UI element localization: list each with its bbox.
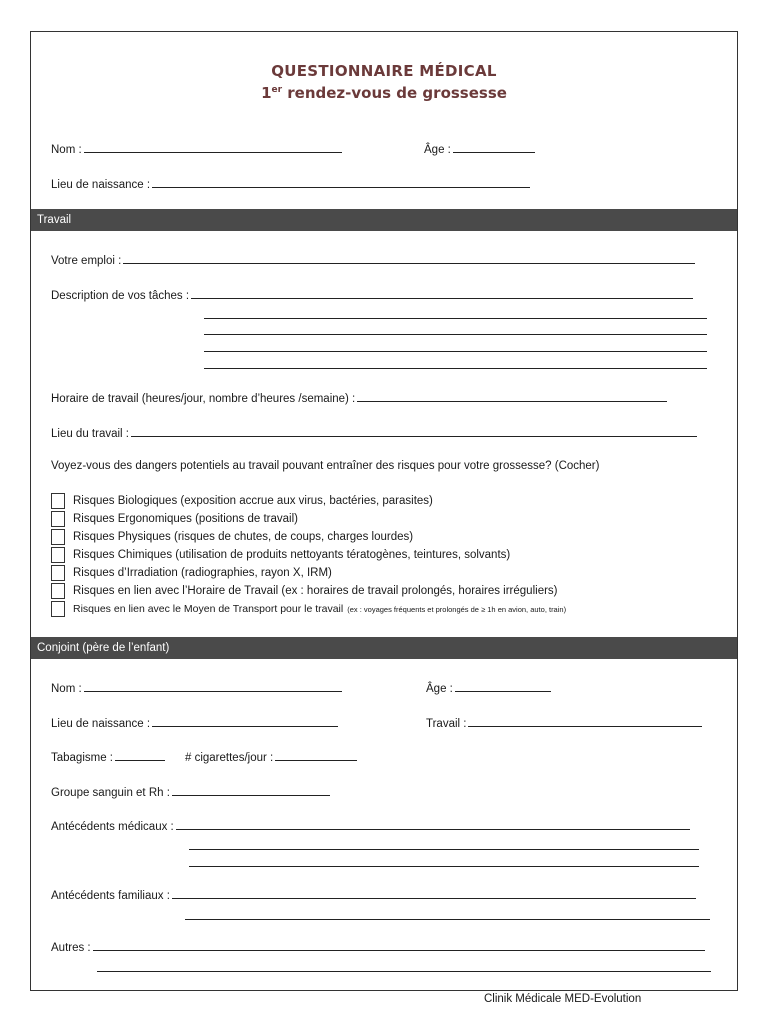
patient-name-field[interactable] [84,142,342,153]
worksite-label: Lieu du travail : [51,428,129,440]
partner-age-field[interactable] [455,681,551,692]
risk-checklist [51,492,566,618]
risk-question-text: Voyez-vous des dangers potentiels au travail pouvant entraîner des risques pour votre grossesse? (Cocher) [51,460,600,472]
smoking-field[interactable] [115,750,165,761]
risk-label: Risques en lien avec le Moyen de Transport pour le travail [73,603,344,615]
patient-birthplace-field[interactable] [152,177,530,188]
family-history-field-line[interactable] [185,919,710,920]
smoking-label: Tabagisme : [51,752,114,764]
tasks-field[interactable] [191,288,693,299]
job-label: Votre emploi : [51,255,122,267]
partner-job-field[interactable] [468,716,702,727]
patient-age-label: Âge : [424,144,451,156]
patient-age-field[interactable] [453,142,535,153]
partner-job-label: Travail : [426,718,467,730]
tasks-field-line[interactable] [204,318,707,319]
risk-checkbox[interactable] [51,601,65,617]
patient-birthplace-row [51,177,530,191]
risk-label: Risques Physiques (risques de chutes, de coups, charges lourdes) [73,531,414,543]
risk-item [51,564,566,582]
schedule-field[interactable] [357,391,667,402]
risk-item [51,600,566,618]
schedule-label: Horaire de travail (heures/jour, nombre d’heures /semaine) : [51,393,356,405]
risk-checkbox[interactable] [51,547,65,563]
partner-birthplace-field[interactable] [152,716,338,727]
risk-label: Risques Chimiques (utilisation de produits nettoyants tératogènes, teintures, solvants) [73,549,511,561]
patient-age-row [424,142,535,156]
risk-checkbox[interactable] [51,511,65,527]
partner-age-row [426,681,551,695]
risk-item [51,492,566,510]
partner-name-label: Nom : [51,683,82,695]
risk-item [51,528,566,546]
family-history-label: Antécédents familiaux : [51,890,170,902]
cigarettes-row [185,750,357,764]
tasks-row [51,288,693,302]
smoking-row [51,750,165,764]
other-label: Autres : [51,942,91,954]
risk-item [51,546,566,564]
risk-label: Risques Biologiques (exposition accrue aux virus, bactéries, parasites) [73,495,433,507]
partner-birthplace-row [51,716,338,730]
other-field-line[interactable] [97,971,711,972]
family-history-row [51,888,696,902]
blood-group-field[interactable] [172,785,330,796]
section-travail: Travail [31,209,737,231]
partner-age-label: Âge : [426,683,453,695]
other-row [51,940,705,954]
patient-name-row [51,142,342,156]
form-subtitle: 1er rendez-vous de grossesse [261,84,507,102]
tasks-label: Description de vos tâches : [51,290,190,302]
medical-history-field-line[interactable] [189,866,699,867]
patient-name-label: Nom : [51,144,82,156]
patient-birthplace-label: Lieu de naissance : [51,179,151,191]
blood-group-row [51,785,330,799]
risk-item [51,510,566,528]
form-page [30,31,738,991]
worksite-field[interactable] [131,426,697,437]
job-field[interactable] [123,253,695,264]
risk-label: Risques Ergonomiques (positions de travail) [73,513,298,525]
schedule-row [51,391,667,405]
section-conjoint: Conjoint (père de l’enfant) [31,637,737,659]
risk-checkbox[interactable] [51,493,65,509]
form-title: QUESTIONNAIRE MÉDICAL [271,62,497,80]
tasks-field-line[interactable] [204,351,707,352]
job-row [51,253,695,267]
risk-question [51,460,599,472]
partner-name-field[interactable] [84,681,342,692]
partner-job-row [426,716,702,730]
risk-checkbox[interactable] [51,529,65,545]
worksite-row [51,426,697,440]
medical-history-label: Antécédents médicaux : [51,821,174,833]
partner-birthplace-label: Lieu de naissance : [51,718,151,730]
tasks-field-line[interactable] [204,368,707,369]
family-history-field[interactable] [172,888,696,899]
risk-label: Risques d’Irradiation (radiographies, rayon X, IRM) [73,567,332,579]
other-field[interactable] [93,940,705,951]
footer-clinic-name: Clinik Médicale MED-Evolution [484,993,642,1005]
risk-label: Risques en lien avec l’Horaire de Travail (ex : horaires de travail prolongés, horaires irréguliers) [73,585,558,597]
risk-item [51,582,566,600]
risk-checkbox[interactable] [51,565,65,581]
tasks-field-line[interactable] [204,334,707,335]
blood-group-label: Groupe sanguin et Rh : [51,787,170,799]
medical-history-field[interactable] [176,819,690,830]
cigarettes-label: # cigarettes/jour : [185,752,274,764]
risk-checkbox[interactable] [51,583,65,599]
medical-history-field-line[interactable] [189,849,699,850]
partner-name-row [51,681,342,695]
transport-note: (ex : voyages fréquents et prolongés de ≥ 1h en avion, auto, train) [347,604,567,614]
cigarettes-field[interactable] [275,750,357,761]
medical-history-row [51,819,690,833]
